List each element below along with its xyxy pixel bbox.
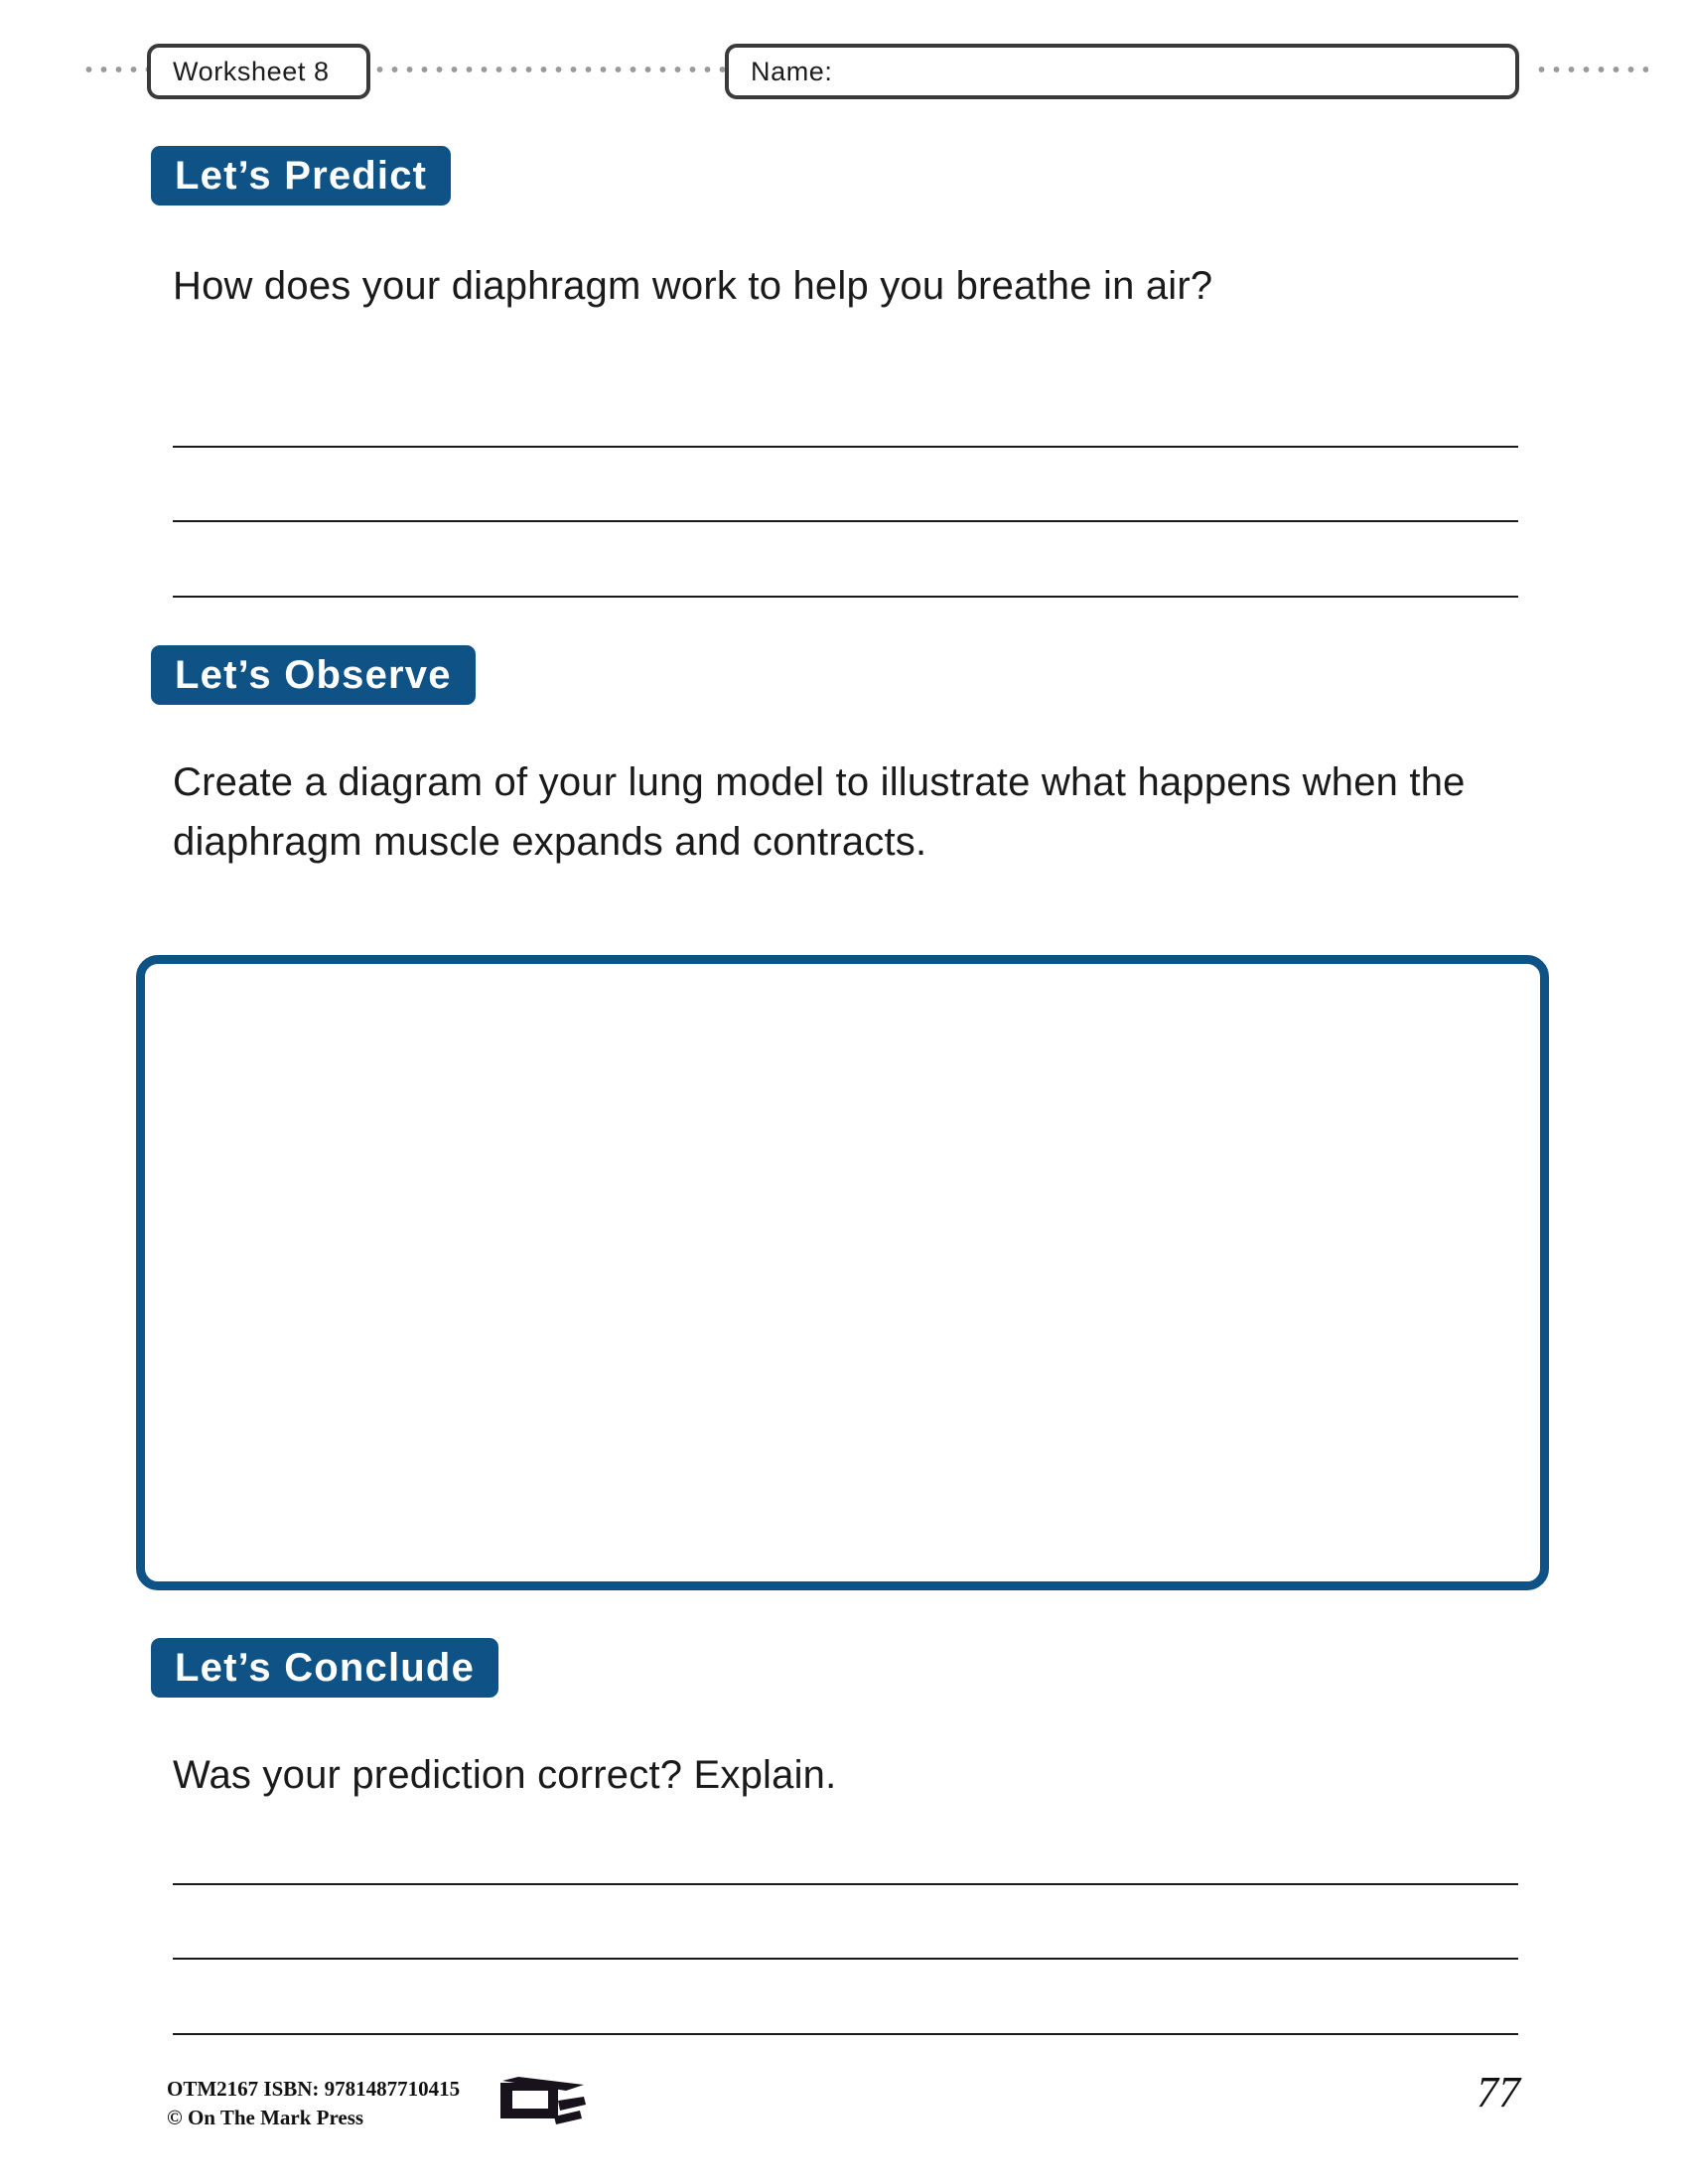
footer-code-isbn: OTM2167 ISBN: 9781487710415	[167, 2077, 461, 2101]
on-the-mark-press-logo	[496, 2073, 588, 2130]
worksheet-number-box	[147, 44, 370, 99]
section-badge-conclude: Let’s Conclude	[151, 1638, 498, 1698]
page-number: 77	[1477, 2068, 1520, 2116]
section-badge-predict: Let’s Predict	[151, 146, 451, 205]
name-field-label: Name:	[751, 56, 833, 86]
name-field-box[interactable]	[725, 44, 1519, 99]
header-dotted-rule-middle	[372, 66, 730, 73]
diagram-drawing-area[interactable]	[136, 955, 1549, 1590]
conclude-answer-line-3[interactable]	[173, 2033, 1518, 2035]
predict-answer-line-3[interactable]	[173, 596, 1518, 598]
worksheet-number-label: Worksheet 8	[173, 56, 330, 86]
conclude-answer-line-1[interactable]	[173, 1883, 1518, 1885]
section-badge-observe: Let’s Observe	[151, 645, 476, 705]
conclude-answer-line-2[interactable]	[173, 1958, 1518, 1960]
predict-answer-line-2[interactable]	[173, 520, 1518, 522]
page-header	[0, 0, 1688, 109]
conclude-prompt-text: Was your prediction correct? Explain.	[173, 1753, 837, 1797]
observe-prompt-text: Create a diagram of your lung model to illustrate what happens when the diaphragm muscle expands and contracts.	[173, 760, 1466, 864]
predict-answer-line-1[interactable]	[173, 446, 1518, 448]
footer-copyright: © On The Mark Press	[167, 2106, 364, 2129]
predict-prompt-text: How does your diaphragm work to help you breathe in air?	[173, 264, 1213, 308]
page-footer	[0, 2065, 1688, 2184]
header-dotted-rule-right	[1534, 66, 1648, 73]
footer-publisher-credit	[167, 2075, 460, 2132]
